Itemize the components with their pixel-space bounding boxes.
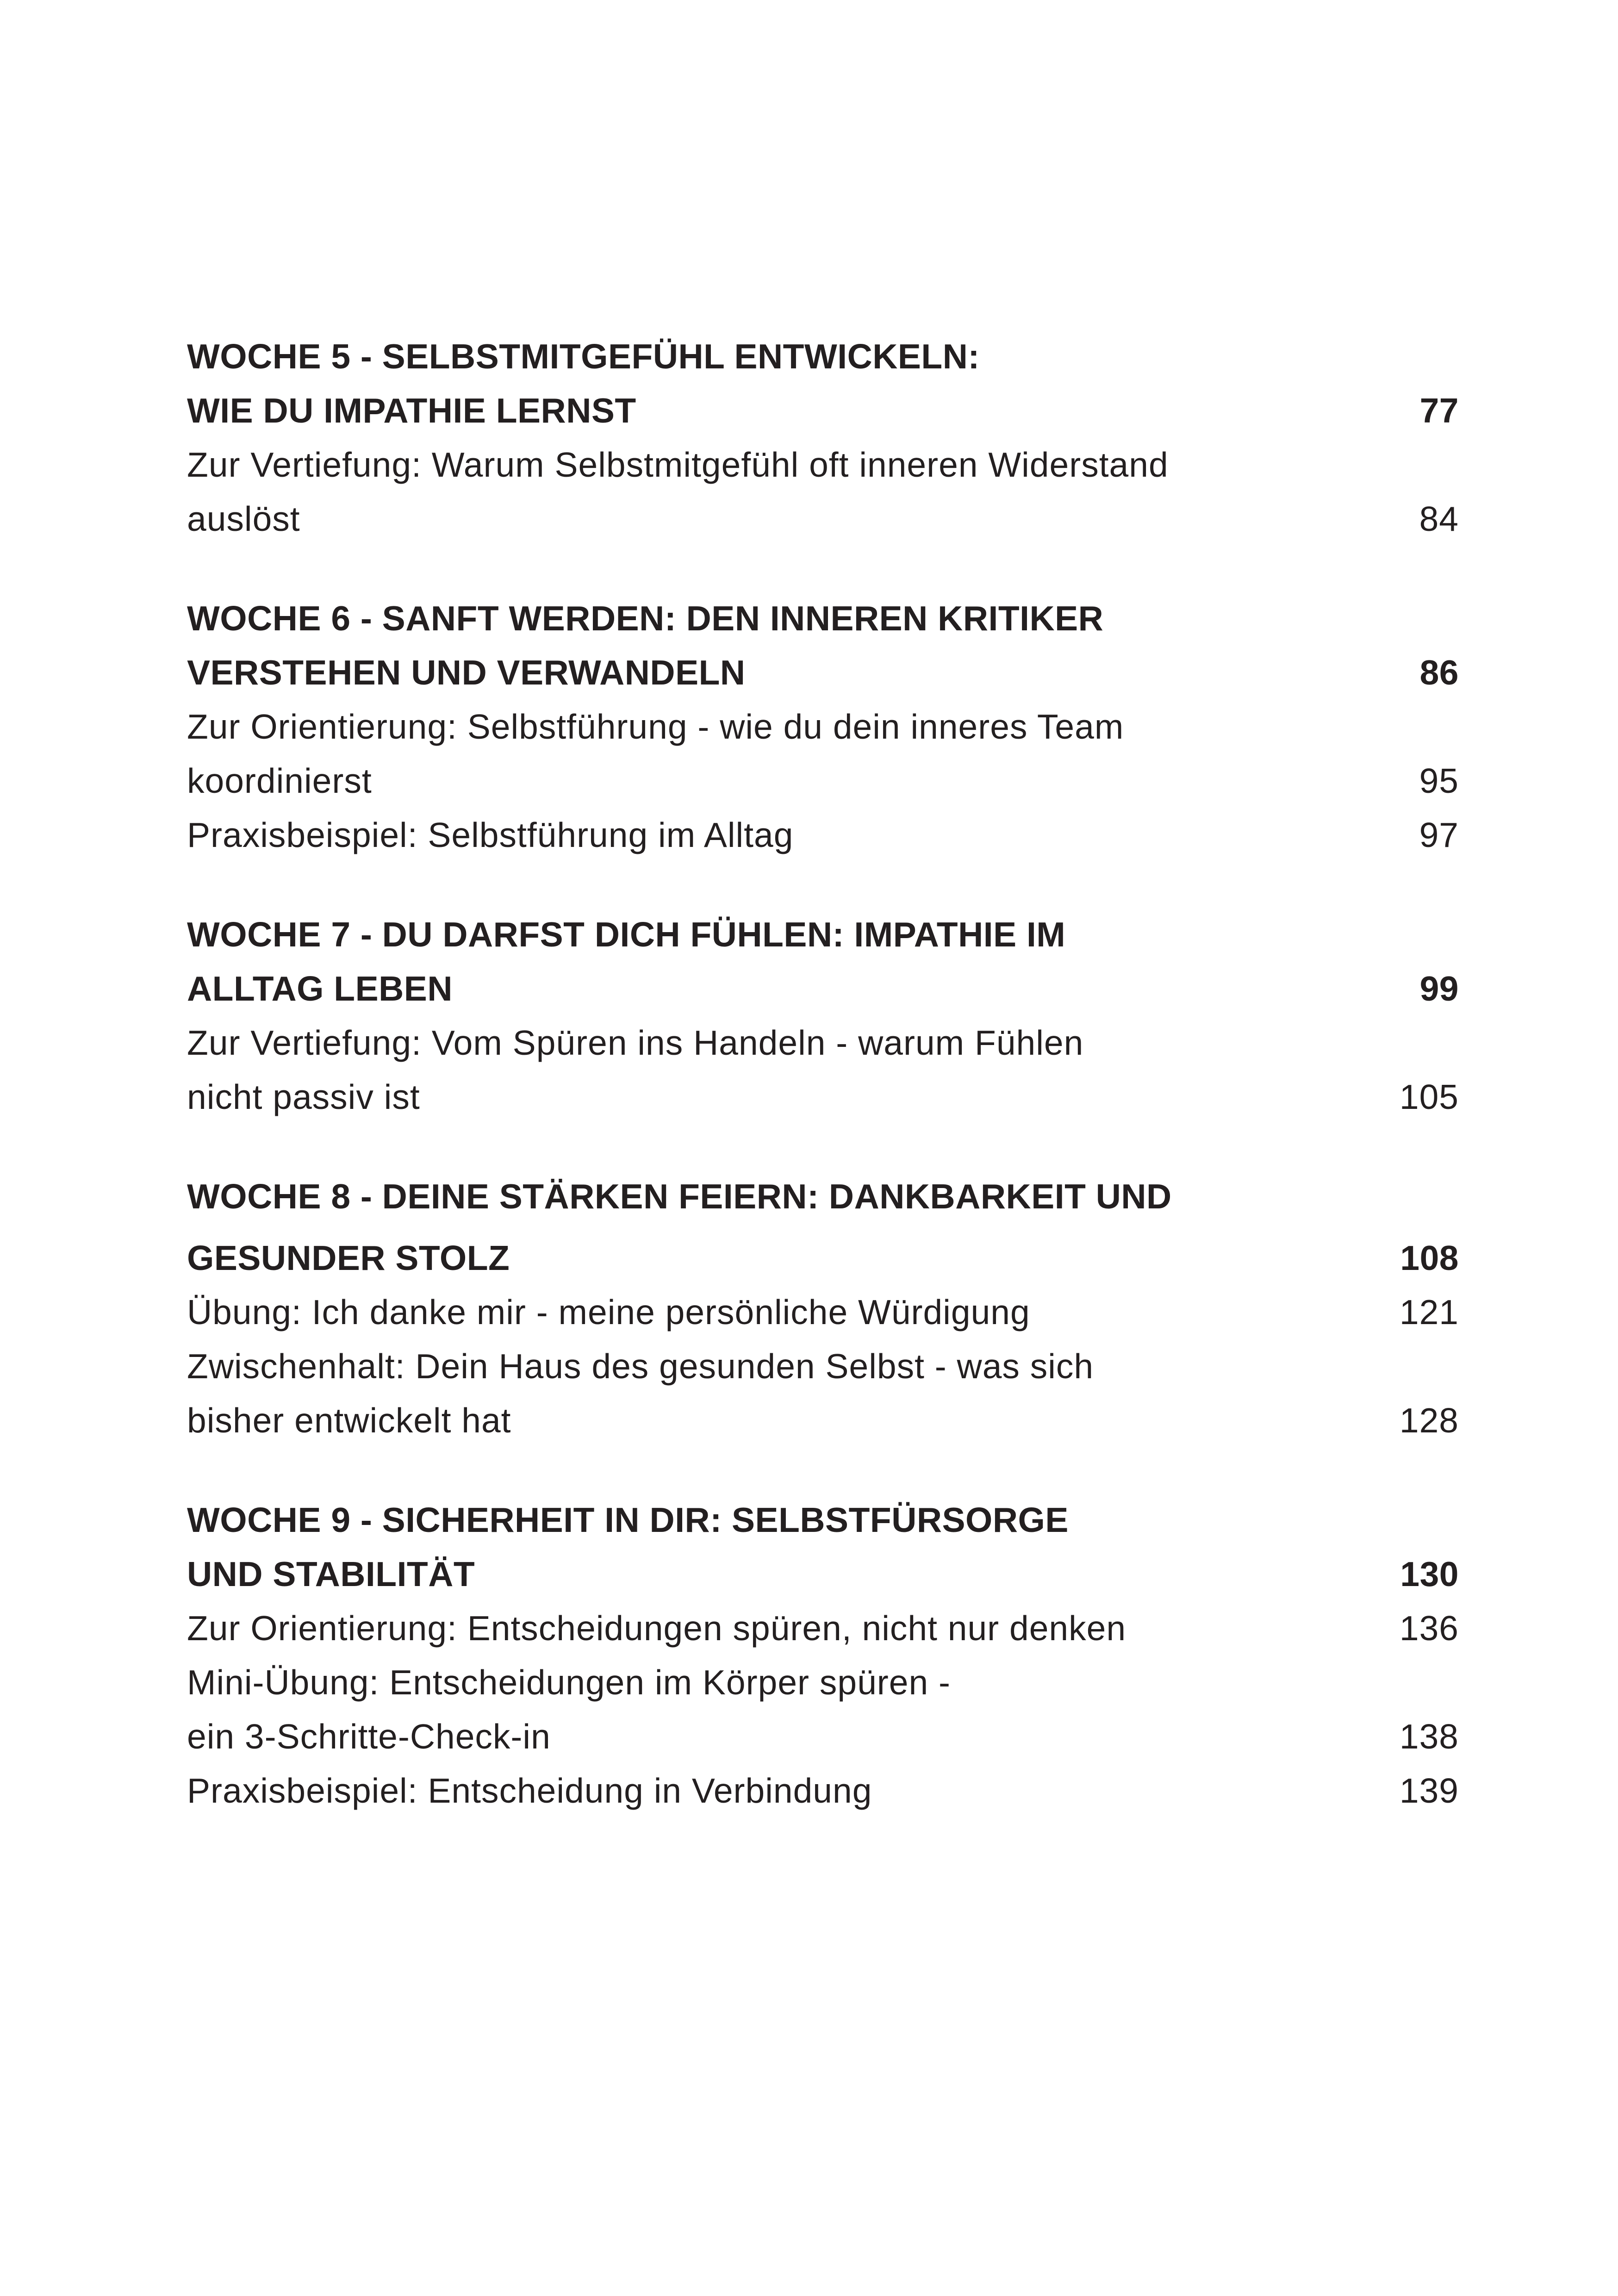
entry-page-number: 128 [1399,1401,1459,1440]
chapter-heading-line[interactable] [187,1231,1459,1285]
toc-entry-line[interactable] [187,754,1459,808]
toc-entry-line[interactable] [187,1339,1459,1394]
toc-entry-text: nicht passiv ist [187,1077,420,1116]
chapter-heading-text: GESUNDER STOLZ [187,1238,510,1277]
toc-entry-text: Zur Vertiefung: Vom Spüren ins Handeln - warum Fühlen [187,1023,1084,1062]
chapter-heading-line[interactable] [187,908,1459,962]
chapter-page-number: 130 [1400,1555,1459,1593]
toc-entry-text: auslöst [187,499,300,538]
toc-entry-line[interactable] [187,1070,1459,1124]
chapter-heading-line[interactable] [187,962,1459,1016]
chapter-heading-line[interactable] [187,330,1459,384]
toc-entry-text: Zur Orientierung: Selbstführung - wie du dein inneres Team [187,707,1124,746]
toc-entry-line[interactable] [187,1710,1459,1764]
entry-page-number: 121 [1399,1293,1459,1332]
entry-page-number: 84 [1419,499,1459,538]
toc-entry-line[interactable] [187,1655,1459,1710]
chapter-heading-line[interactable] [187,1493,1459,1547]
entry-page-number: 97 [1419,815,1459,854]
chapter-week-8 [187,1170,1459,1448]
chapter-week-9 [187,1493,1459,1818]
chapter-heading-text: WOCHE 6 - SANFT WERDEN: DEN INNEREN KRITIKER [187,599,1104,638]
toc-entry-line[interactable] [187,1285,1459,1339]
toc-entry-line[interactable] [187,1016,1459,1070]
toc-entry-text: Übung: Ich danke mir - meine persönliche Würdigung [187,1293,1030,1332]
chapter-page-number: 77 [1419,391,1459,430]
chapter-heading-line[interactable] [187,384,1459,438]
chapter-heading-text: WOCHE 7 - DU DARFST DICH FÜHLEN: IMPATHIE IM [187,915,1066,954]
toc-entry-line[interactable] [187,438,1459,492]
chapter-heading-text: WIE DU IMPATHIE LERNST [187,391,636,430]
chapter-page-number: 99 [1419,969,1459,1008]
chapter-heading-text: ALLTAG LEBEN [187,969,453,1008]
toc-entry-text: koordinierst [187,761,372,800]
entry-page-number: 105 [1399,1077,1459,1116]
chapter-heading-text: WOCHE 5 - SELBSTMITGEFÜHL ENTWICKELN: [187,337,980,376]
toc-entry-line[interactable] [187,1764,1459,1818]
toc-entry-text: Zwischenhalt: Dein Haus des gesunden Selbst - was sich [187,1347,1094,1386]
chapter-week-5 [187,330,1459,546]
chapter-heading-text: WOCHE 8 - DEINE STÄRKEN FEIERN: DANKBARKEIT UND [187,1177,1172,1216]
toc-entry-text: bisher entwickelt hat [187,1401,511,1440]
toc-entry-line[interactable] [187,492,1459,546]
toc-entry-line[interactable] [187,808,1459,862]
chapter-heading-line[interactable] [187,591,1459,646]
toc-entry-line[interactable] [187,700,1459,754]
toc-entry-text: Mini-Übung: Entscheidungen im Körper spüren - [187,1663,951,1702]
toc-entry-text: Praxisbeispiel: Entscheidung in Verbindung [187,1771,872,1810]
chapter-heading-text: WOCHE 9 - SICHERHEIT IN DIR: SELBSTFÜRSORGE [187,1500,1069,1539]
entry-page-number: 95 [1419,761,1459,800]
toc-entry-text: Praxisbeispiel: Selbstführung im Alltag [187,815,794,854]
entry-page-number: 139 [1399,1771,1459,1810]
toc-entry-text: Zur Orientierung: Entscheidungen spüren, nicht nur denken [187,1609,1126,1648]
entry-page-number: 136 [1399,1609,1459,1648]
chapter-heading-line[interactable] [187,1170,1459,1224]
chapter-heading-line[interactable] [187,646,1459,700]
toc-entry-line[interactable] [187,1394,1459,1448]
chapter-page-number: 108 [1400,1238,1459,1277]
chapter-heading-text: UND STABILITÄT [187,1555,475,1593]
chapter-heading-text: VERSTEHEN UND VERWANDELN [187,653,746,692]
toc-entry-text: ein 3-Schritte-Check-in [187,1717,551,1756]
chapter-week-7 [187,908,1459,1124]
toc-entry-line[interactable] [187,1601,1459,1655]
toc-entry-text: Zur Vertiefung: Warum Selbstmitgefühl oft inneren Widerstand [187,445,1169,484]
table-of-contents [187,330,1459,1863]
chapter-heading-line[interactable] [187,1547,1459,1601]
chapter-page-number: 86 [1419,653,1459,692]
chapter-week-6 [187,591,1459,862]
entry-page-number: 138 [1399,1717,1459,1756]
